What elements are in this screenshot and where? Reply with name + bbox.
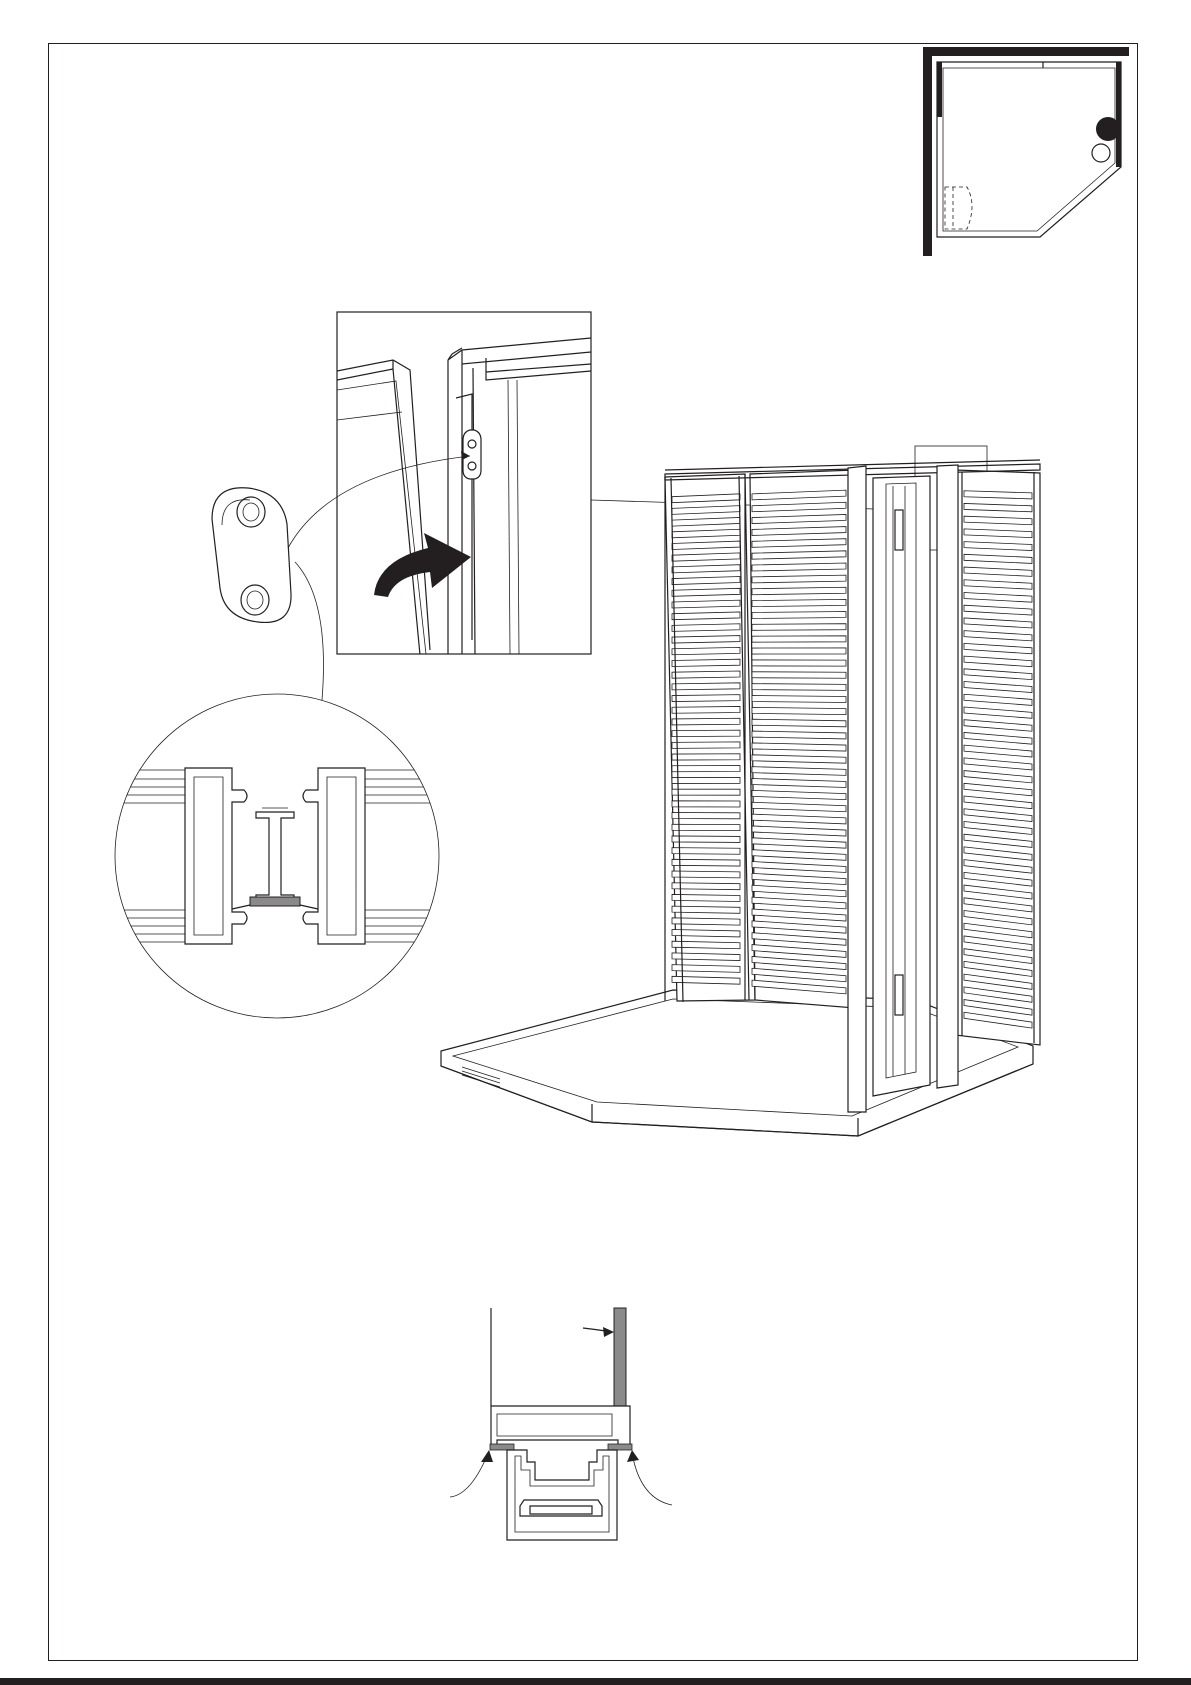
bottom-rule (0, 1678, 1191, 1685)
louver-slat (752, 624, 846, 631)
louver-slat (752, 587, 846, 594)
sliding-door (873, 476, 930, 1096)
louver-slat (672, 624, 740, 632)
door-post-left (848, 466, 866, 1112)
louver-slat (672, 754, 740, 760)
louver-slat (752, 719, 846, 727)
seal-left (490, 1444, 514, 1450)
louver-slat (672, 777, 740, 783)
louver-slat (752, 707, 846, 714)
seal-right (608, 1444, 632, 1450)
louver-slat (672, 612, 740, 620)
louver-slat (672, 730, 740, 737)
open-circle-icon (1092, 144, 1110, 162)
louver-slat (752, 684, 846, 691)
seal-profile-section (450, 1308, 672, 1540)
louver-slat (672, 801, 740, 807)
louver-slat (672, 894, 740, 901)
louver-slat (672, 671, 740, 678)
louver-slat (672, 718, 740, 725)
louver-slat (672, 683, 740, 690)
louver-slat (672, 706, 740, 713)
floor-plan-inset (923, 47, 1129, 256)
louver-slat (672, 848, 740, 855)
louver-slat (672, 871, 740, 878)
plan-wall-left (923, 47, 932, 256)
louver-slat (672, 906, 740, 913)
louver-slat (752, 636, 846, 642)
seal-strip-highlight (250, 897, 300, 906)
louver-slat (672, 600, 740, 608)
enclosure-assembly (441, 460, 1040, 1136)
louver-slat (672, 883, 740, 890)
louver-slat (672, 695, 740, 702)
louver-slat (672, 824, 740, 830)
plan-fixed-panel-right (1116, 62, 1121, 167)
louver-slat (672, 836, 740, 842)
louver-slat (752, 599, 846, 606)
door-post-right (937, 465, 958, 1088)
louver-slat (752, 575, 846, 583)
louver-slat (672, 636, 740, 643)
plan-fixed-panel-left (937, 62, 942, 117)
louver-slat (752, 612, 846, 619)
hinge-detail-box (337, 312, 591, 655)
louver-slat (672, 766, 740, 772)
louver-slat (752, 695, 846, 702)
plan-door-swing-dashed (945, 187, 972, 229)
louver-slat (672, 930, 740, 937)
louver-slat (672, 659, 740, 666)
louver-slat (672, 647, 740, 654)
louver-slat (752, 648, 846, 654)
louver-slat (672, 789, 740, 795)
louver-slat (672, 813, 740, 819)
plan-wall-top (923, 47, 1129, 56)
louver-slat (672, 742, 740, 748)
profile-magnifier (100, 694, 450, 1018)
filled-circle-icon (1096, 117, 1120, 141)
louver-slat (672, 918, 740, 925)
louver-slat (752, 660, 846, 666)
louver-slat (672, 859, 740, 866)
louver-slat (752, 672, 846, 678)
